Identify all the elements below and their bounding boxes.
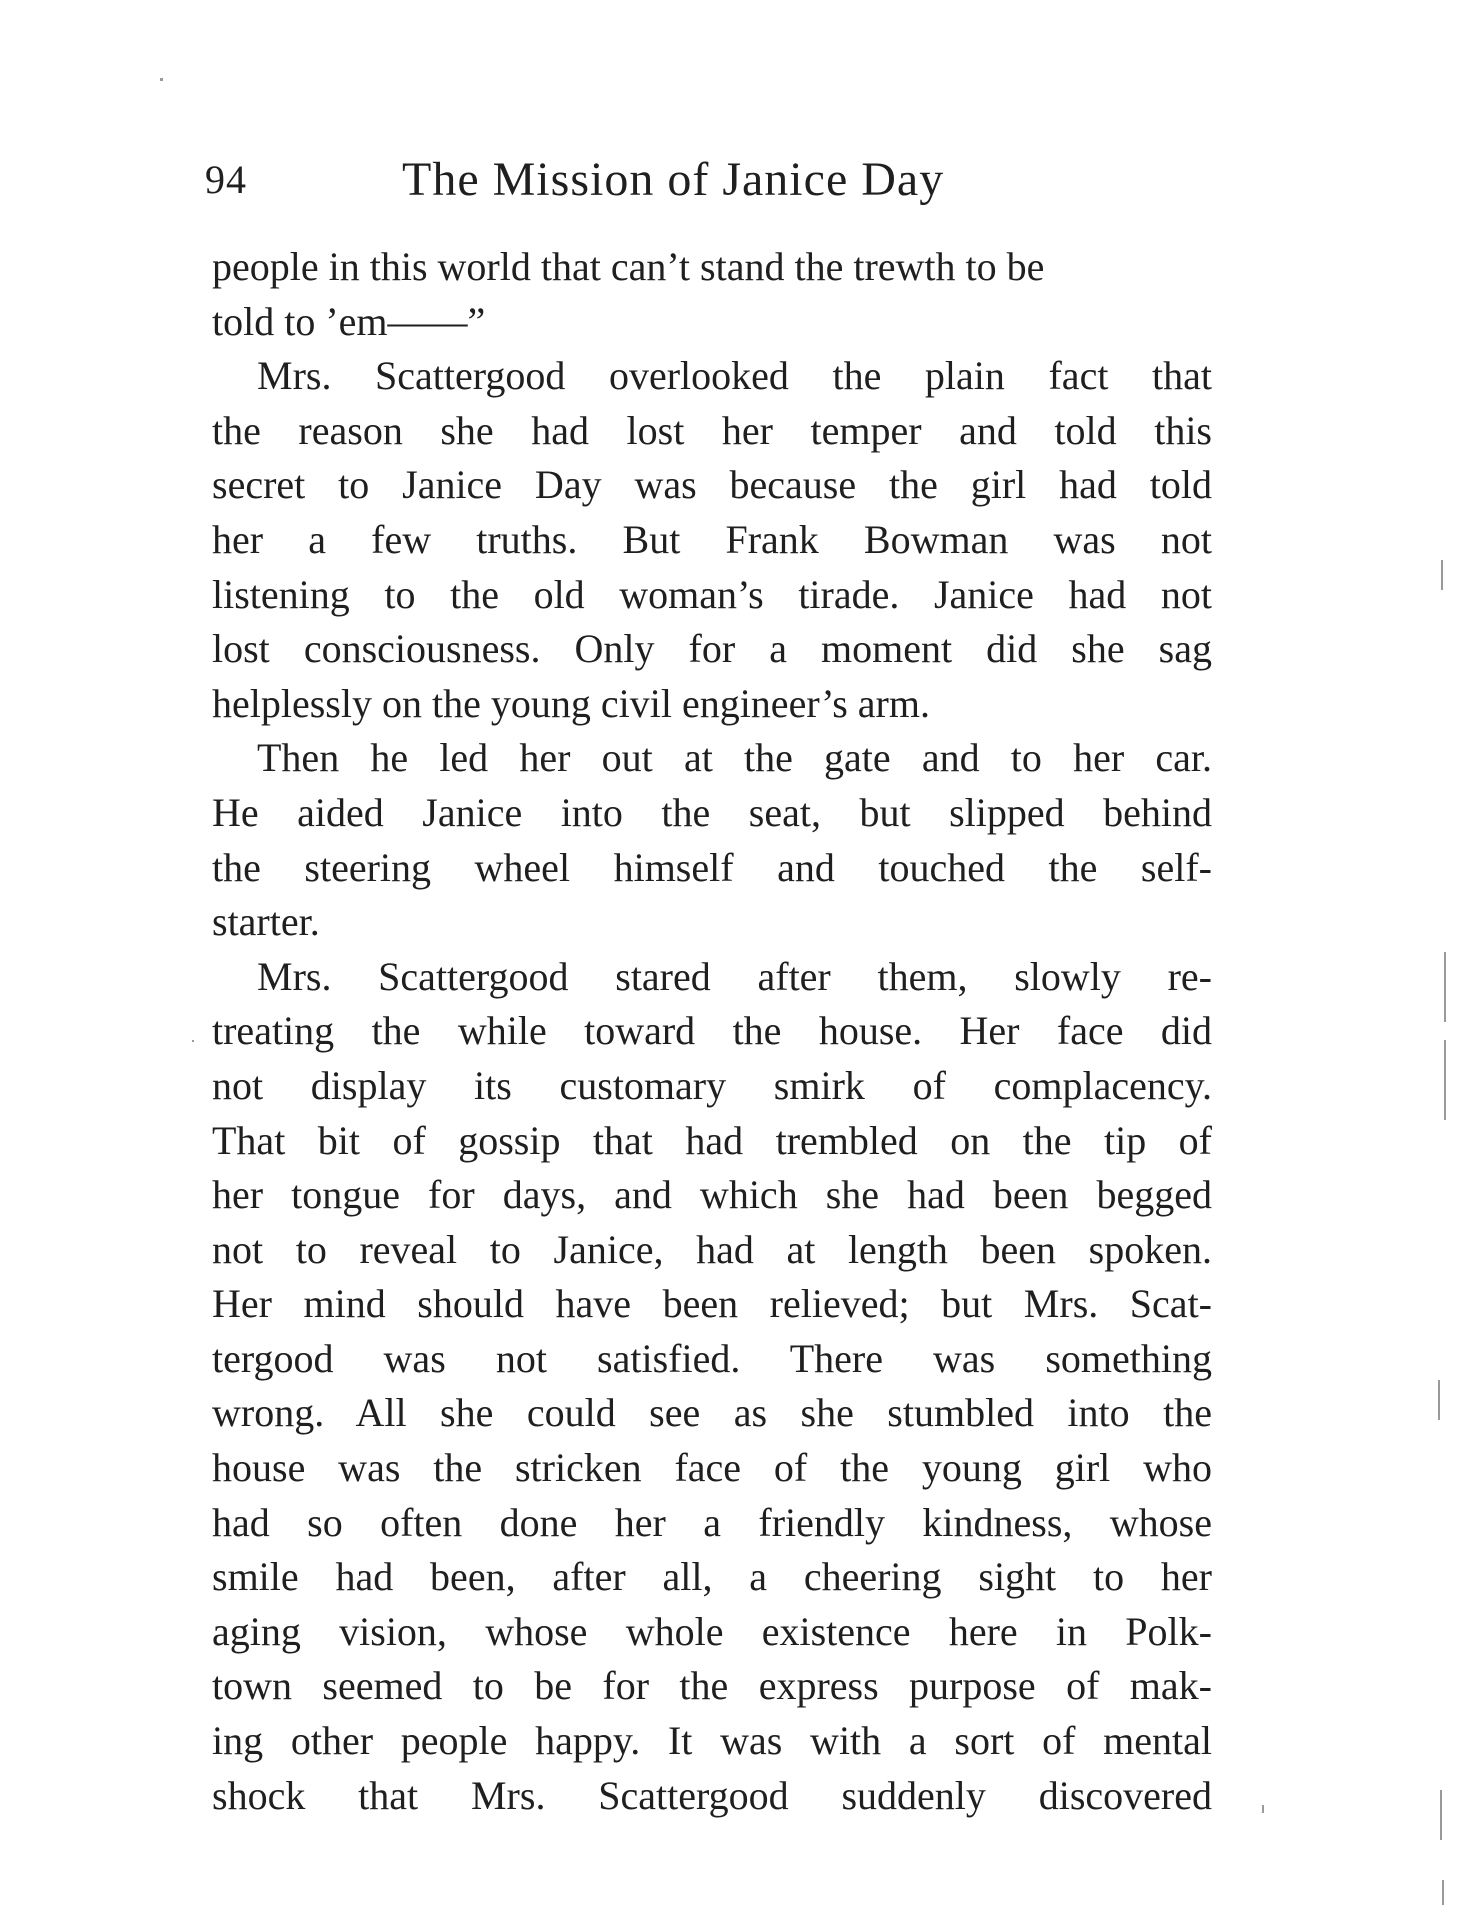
text-line: lost consciousness. Only for a moment did she sag: [212, 626, 1212, 672]
book-title: The Mission of Janice Day: [402, 153, 945, 206]
text-line: tergood was not satisfied. There was something: [212, 1335, 1212, 1381]
text-line: He aided Janice into the seat, but slipped behind: [212, 789, 1212, 835]
text-line: her a few truths. But Frank Bowman was not: [212, 516, 1212, 562]
text-line: starter.: [212, 899, 320, 945]
text-line: aging vision, whose whole existence here in Polk-: [212, 1608, 1212, 1654]
text-line: secret to Janice Day was because the girl had told: [212, 462, 1212, 508]
text-line: Mrs. Scattergood stared after them, slowly re-: [257, 953, 1212, 999]
scan-speck: [1444, 1040, 1446, 1120]
text-line: people in this world that can’t stand the trewth to be: [212, 244, 1045, 289]
scan-speck: [1441, 560, 1443, 590]
text-line: treating the while toward the house. Her face did: [212, 1008, 1212, 1054]
text-line: not to reveal to Janice, had at length been spoken.: [212, 1226, 1212, 1272]
text-line: told to ’em——”: [212, 298, 486, 344]
text-line: the steering wheel himself and touched the self-: [212, 844, 1212, 890]
text-line: That bit of gossip that had trembled on the tip of: [212, 1117, 1212, 1163]
text-line: Mrs. Scattergood overlooked the plain fact that: [257, 353, 1212, 399]
scan-speck: [192, 1040, 194, 1042]
text-line: the reason she had lost her temper and told this: [212, 407, 1212, 453]
text-line: her tongue for days, and which she had been begged: [212, 1172, 1212, 1218]
text-line: smile had been, after all, a cheering sight to her: [212, 1554, 1212, 1600]
text-line: ing other people happy. It was with a sort of mental: [212, 1718, 1212, 1764]
running-header: [205, 150, 1025, 210]
body-text: [212, 240, 1212, 1823]
text-line: wrong. All she could see as she stumbled into the: [212, 1390, 1212, 1436]
text-line: house was the stricken face of the young girl who: [212, 1445, 1212, 1491]
text-line: Then he led her out at the gate and to her car.: [257, 735, 1212, 781]
page-number: 94: [205, 157, 247, 202]
text-line: town seemed to be for the express purpose of mak-: [212, 1663, 1212, 1709]
scan-speck: [1262, 1805, 1264, 1813]
text-line: listening to the old woman’s tirade. Janice had not: [212, 571, 1212, 617]
scan-speck: [160, 78, 163, 81]
text-line: helplessly on the young civil engineer’s arm.: [212, 680, 930, 726]
scan-speck: [1442, 1880, 1444, 1905]
scan-speck: [1444, 952, 1446, 1022]
text-line: shock that Mrs. Scattergood suddenly discovered: [212, 1772, 1212, 1818]
scan-speck: [1440, 1790, 1442, 1840]
scan-speck: [1438, 1380, 1440, 1420]
text-line: Her mind should have been relieved; but Mrs. Scat-: [212, 1281, 1212, 1327]
text-line: had so often done her a friendly kindness, whose: [212, 1499, 1212, 1545]
text-line: not display its customary smirk of complacency.: [212, 1062, 1212, 1108]
